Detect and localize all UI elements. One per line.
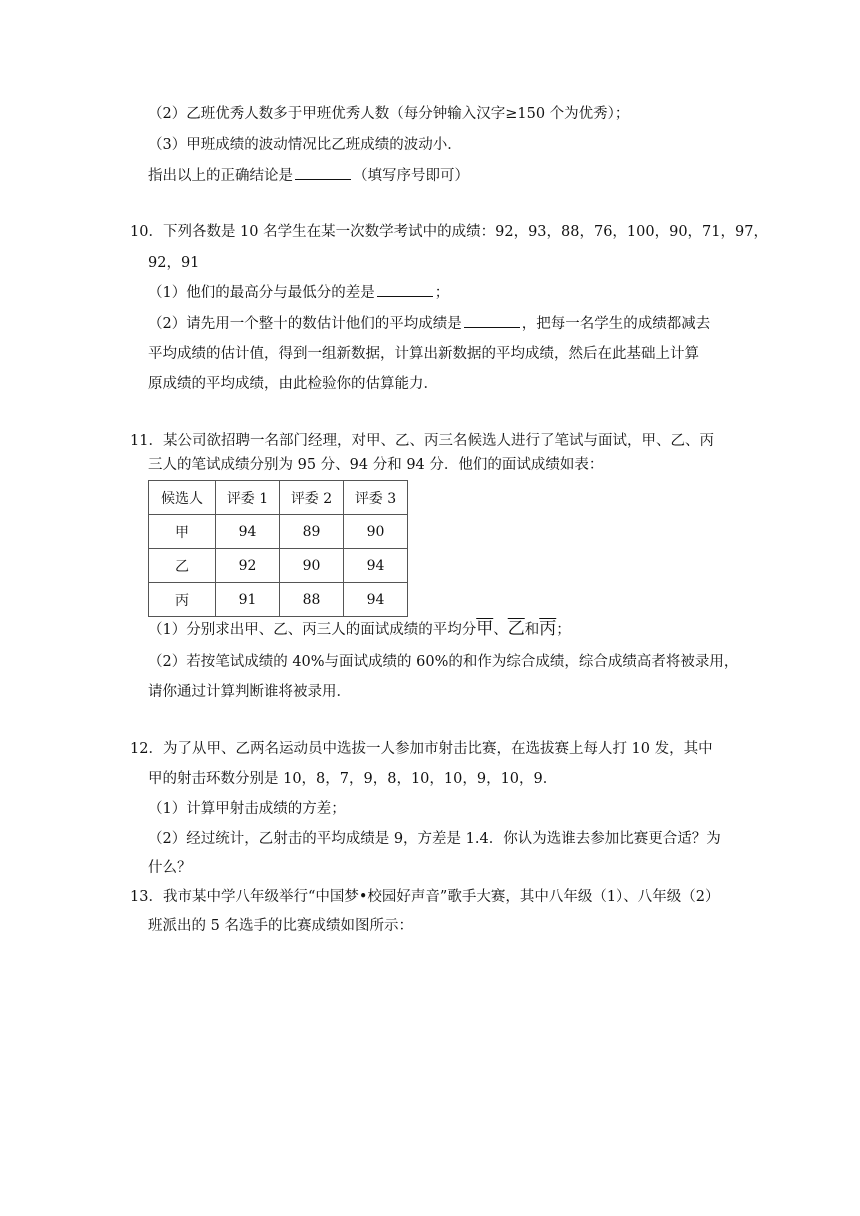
q11-stem-line-2: 三人的笔试成绩分别为 95 分、94 分和 94 分．他们的面试成绩如表： (148, 457, 604, 473)
mean-symbol-jia: 甲 (476, 619, 494, 639)
q12-part-2-line-2: 什么？ (148, 860, 192, 876)
q13-stem-line-2: 班派出的 5 名选手的比赛成绩如图所示： (148, 918, 413, 934)
q11-part-1-text: （1）分别求出甲、乙、丙三人的面试成绩的平均分 (148, 622, 477, 638)
q10-part-2-cont: ，把每一名学生的成绩都减去 (521, 316, 711, 332)
table-cell: 90 (344, 515, 408, 549)
table-header-row (149, 481, 408, 515)
mean-symbol-yi: 乙 (507, 619, 525, 639)
table-cell: 甲 (149, 515, 216, 549)
q10-stem-line-2: 92，91 (148, 255, 200, 271)
separator: 和 (524, 622, 540, 638)
table-cell: 90 (280, 549, 344, 583)
table-cell: 88 (280, 583, 344, 617)
q9-prompt-text: 指出以上的正确结论是 (148, 168, 293, 184)
table-header-cell: 评委 2 (280, 481, 344, 515)
table-cell: 94 (216, 515, 280, 549)
q9-statement-2: （2）乙班优秀人数多于甲班优秀人数（每分钟输入汉字≥150 个为优秀）； (148, 106, 630, 122)
q12-part-2-line-1: （2）经过统计，乙射击的平均成绩是 9，方差是 1.4．你认为选谁去参加比赛更合适？为 (148, 831, 721, 847)
q11-part-2-line-2: 请你通过计算判断谁将被录用． (148, 684, 351, 700)
table-cell: 94 (344, 583, 408, 617)
mean-symbol-bing: 丙 (539, 619, 557, 639)
q11-stem-line-1: 11．某公司欲招聘一名部门经理，对甲、乙、丙三名候选人进行了笔试与面试，甲、乙、丙 (130, 433, 714, 449)
q12-stem-line-2: 甲的射击环数分别是 10，8，7，9，8，10，10，9，10，9． (148, 771, 558, 787)
answer-blank[interactable] (295, 165, 351, 180)
q10-part-2 (148, 313, 710, 334)
answer-blank[interactable] (377, 282, 433, 297)
table-row (149, 549, 408, 583)
table-header-cell: 评委 3 (344, 481, 408, 515)
table-cell: 92 (216, 549, 280, 583)
q12-part-1: （1）计算甲射击成绩的方差； (148, 801, 346, 817)
q13-stem-line-1: 13．我市某中学八年级举行“中国梦•校园好声音”歌手大赛，其中八年级（1）、八年级（2） (130, 889, 720, 905)
table-cell: 91 (216, 583, 280, 617)
q11-part-1 (148, 619, 571, 640)
q10-part-2-text: （2）请先用一个整十的数估计他们的平均成绩是 (148, 316, 462, 332)
table-cell: 89 (280, 515, 344, 549)
table-header-cell: 候选人 (149, 481, 216, 515)
table-row (149, 515, 408, 549)
table-cell: 94 (344, 549, 408, 583)
q10-stem-line-1: 10．下列各数是 10 名学生在某一次数学考试中的成绩：92，93，88，76，100，90，71，97， (130, 224, 768, 240)
table-cell: 乙 (149, 549, 216, 583)
table-header-cell: 评委 1 (216, 481, 280, 515)
q10-part-1 (148, 282, 449, 303)
q11-part-1-end: ； (556, 622, 571, 638)
table-row (149, 583, 408, 617)
table-cell: 丙 (149, 583, 216, 617)
answer-blank[interactable] (464, 313, 520, 328)
q10-part-2-line-3: 原成绩的平均成绩，由此检验你的估算能力． (148, 376, 438, 392)
q9-prompt-hint: （填写序号即可） (353, 168, 469, 184)
q9-prompt (148, 165, 469, 186)
q11-part-2-line-1: （2）若按笔试成绩的 40%与面试成绩的 60%的和作为综合成绩，综合成绩高者将被录用， (148, 654, 739, 670)
q10-part-2-line-2: 平均成绩的估计值，得到一组新数据，计算出新数据的平均成绩，然后在此基础上计算 (148, 346, 699, 362)
q12-stem-line-1: 12．为了从甲、乙两名运动员中选拔一人参加市射击比赛，在选拔赛上每人打 10 发，其中 (130, 741, 713, 757)
separator: 、 (493, 622, 508, 638)
q9-statement-3: （3）甲班成绩的波动情况比乙班成绩的波动小． (148, 137, 462, 153)
q10-part-1-end: ； (434, 285, 450, 301)
interview-score-table (148, 480, 408, 617)
q10-part-1-text: （1）他们的最高分与最低分的差是 (148, 285, 375, 301)
